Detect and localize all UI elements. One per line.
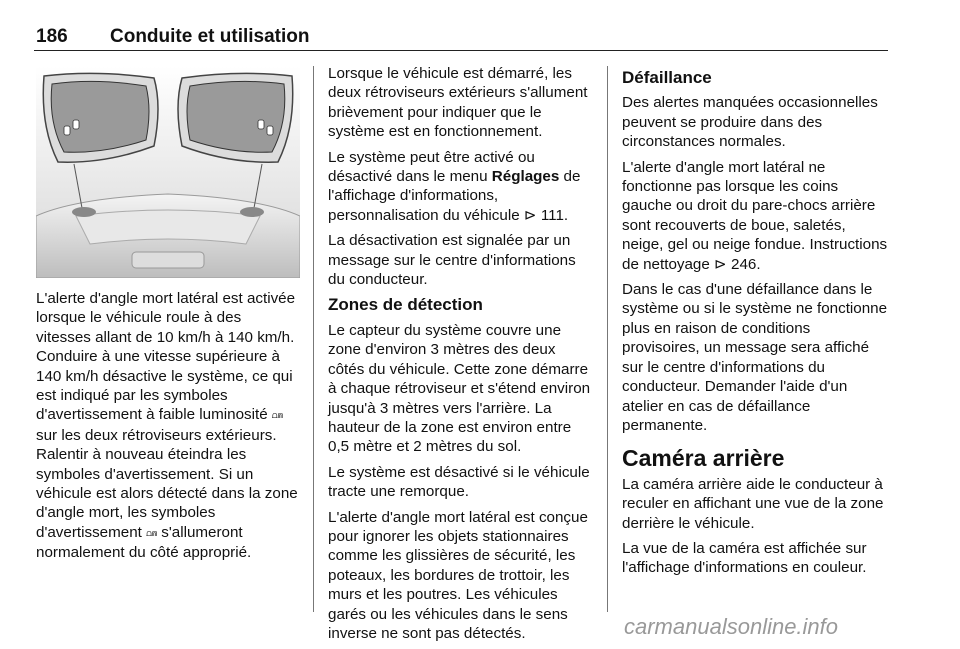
page-reference: ⊳ 246. [714, 255, 761, 273]
header-rule [34, 50, 888, 51]
paragraph-trailer: Le système est désactivé si le véhicule tracte une remorque. [328, 463, 590, 501]
page-number: 186 [36, 26, 68, 47]
left-mirror-small [72, 207, 96, 217]
paragraph-speed-range: L'alerte d'angle mort latéral est activée lorsque le véhicule roule à des vitesses allant de 10 km/h à 140 km/h. Conduire à une vitesse supérieure à 140 km/h désactive le système, ce qui est indiqué par les symboles d'avertissement à faible luminosité ⩍⩎ sur les deux rétroviseurs extérieurs. Ralentir à nouveau éteindra les symboles d'avertissement. Si un véhicule est alors détecté dans la zone d'angle mort, les symboles d'avertissement ⩍⩎ s'allumeront normalement du côté approprié. [36, 290, 298, 562]
paragraph-startup: Lorsque le véhicule est démarré, les deux rétroviseurs extérieurs s'allument brièvement pour indiquer que le système est en fonctionnement. [328, 65, 588, 141]
mirror-illustration [36, 66, 300, 278]
column-divider-1 [313, 66, 314, 612]
paragraph-deactivation: La désactivation est signalée par un message sur le centre d'informations du conducteur. [328, 232, 576, 289]
paragraph-camera-display: La vue de la caméra est affichée sur l'affichage d'informations en couleur. [622, 539, 867, 577]
left-mirror-glass [51, 81, 149, 152]
paragraph-bumper: L'alerte d'angle mort latéral ne fonctionne pas lorsque les coins gauche ou droit du pare-chocs arrière sont recouverts de boue, saletés, neige, gel ou neige fondue. Instructions de nettoyage ⊳ 246. [622, 158, 888, 273]
page-reference: ⊳ 111. [523, 206, 569, 224]
heading-detection-zones: Zones de détection [328, 295, 483, 315]
paragraph-camera-intro: La caméra arrière aide le conducteur à reculer en affichant une vue de la zone derrière le véhicule. [622, 475, 884, 532]
column-1 [36, 289, 300, 569]
column-2 [328, 64, 594, 649]
column-3 [622, 64, 890, 584]
blind-spot-symbol-icon: ⩍⩎ [146, 527, 158, 538]
heading-rear-camera: Caméra arrière [622, 445, 785, 472]
paragraph-activation: Le système peut être activé ou désactivé dans le menu Réglages de l'affichage d'informations, personnalisation du véhicule ⊳ 111. [328, 148, 581, 224]
paragraph-zones: Le capteur du système couvre une zone d'environ 3 mètres des deux côtés du véhicule. Cette zone démarre à chaque rétroviseur et s'étend environ jusqu'à 3 mètres vers l'arrière. La hauteur de la zone est environ entre 0,5 mètre et 2 mètres du sol. [328, 321, 591, 456]
heading-failure: Défaillance [622, 68, 712, 87]
paragraph-missed-alerts: Des alertes manquées occasionnelles peuvent se produire dans des circonstances normales. [622, 94, 878, 151]
watermark: carmanualsonline.info [624, 614, 839, 639]
car-deck [76, 210, 260, 244]
page-header [36, 26, 310, 48]
menu-settings-label: Réglages [491, 168, 560, 186]
paragraph-stationary: L'alerte d'angle mort latéral est conçue pour ignorer les objets stationnaires comme les glissières de sécurité, les poteaux, les bordures de trottoir, les murs et les poutres. Les véhicules garés ou les véhicules dans le sens inverse ne sont pas détectés. [328, 508, 588, 642]
blind-spot-symbol-icon: ⩍⩎ [271, 410, 283, 421]
section-title: Conduite et utilisation [110, 26, 310, 47]
right-mirror-small [240, 207, 264, 217]
right-mirror-glass [187, 81, 285, 152]
license-plate-area [132, 252, 204, 268]
column-divider-2 [607, 66, 608, 612]
paragraph-malfunction: Dans le cas d'une défaillance dans le système ou si le système ne fonctionne plus en raison de conditions provisoires, un message sera affiché sur le centre d'informations du conducteur. Demander l'aide d'un atelier en cas de défaillance permanente. [622, 281, 888, 434]
